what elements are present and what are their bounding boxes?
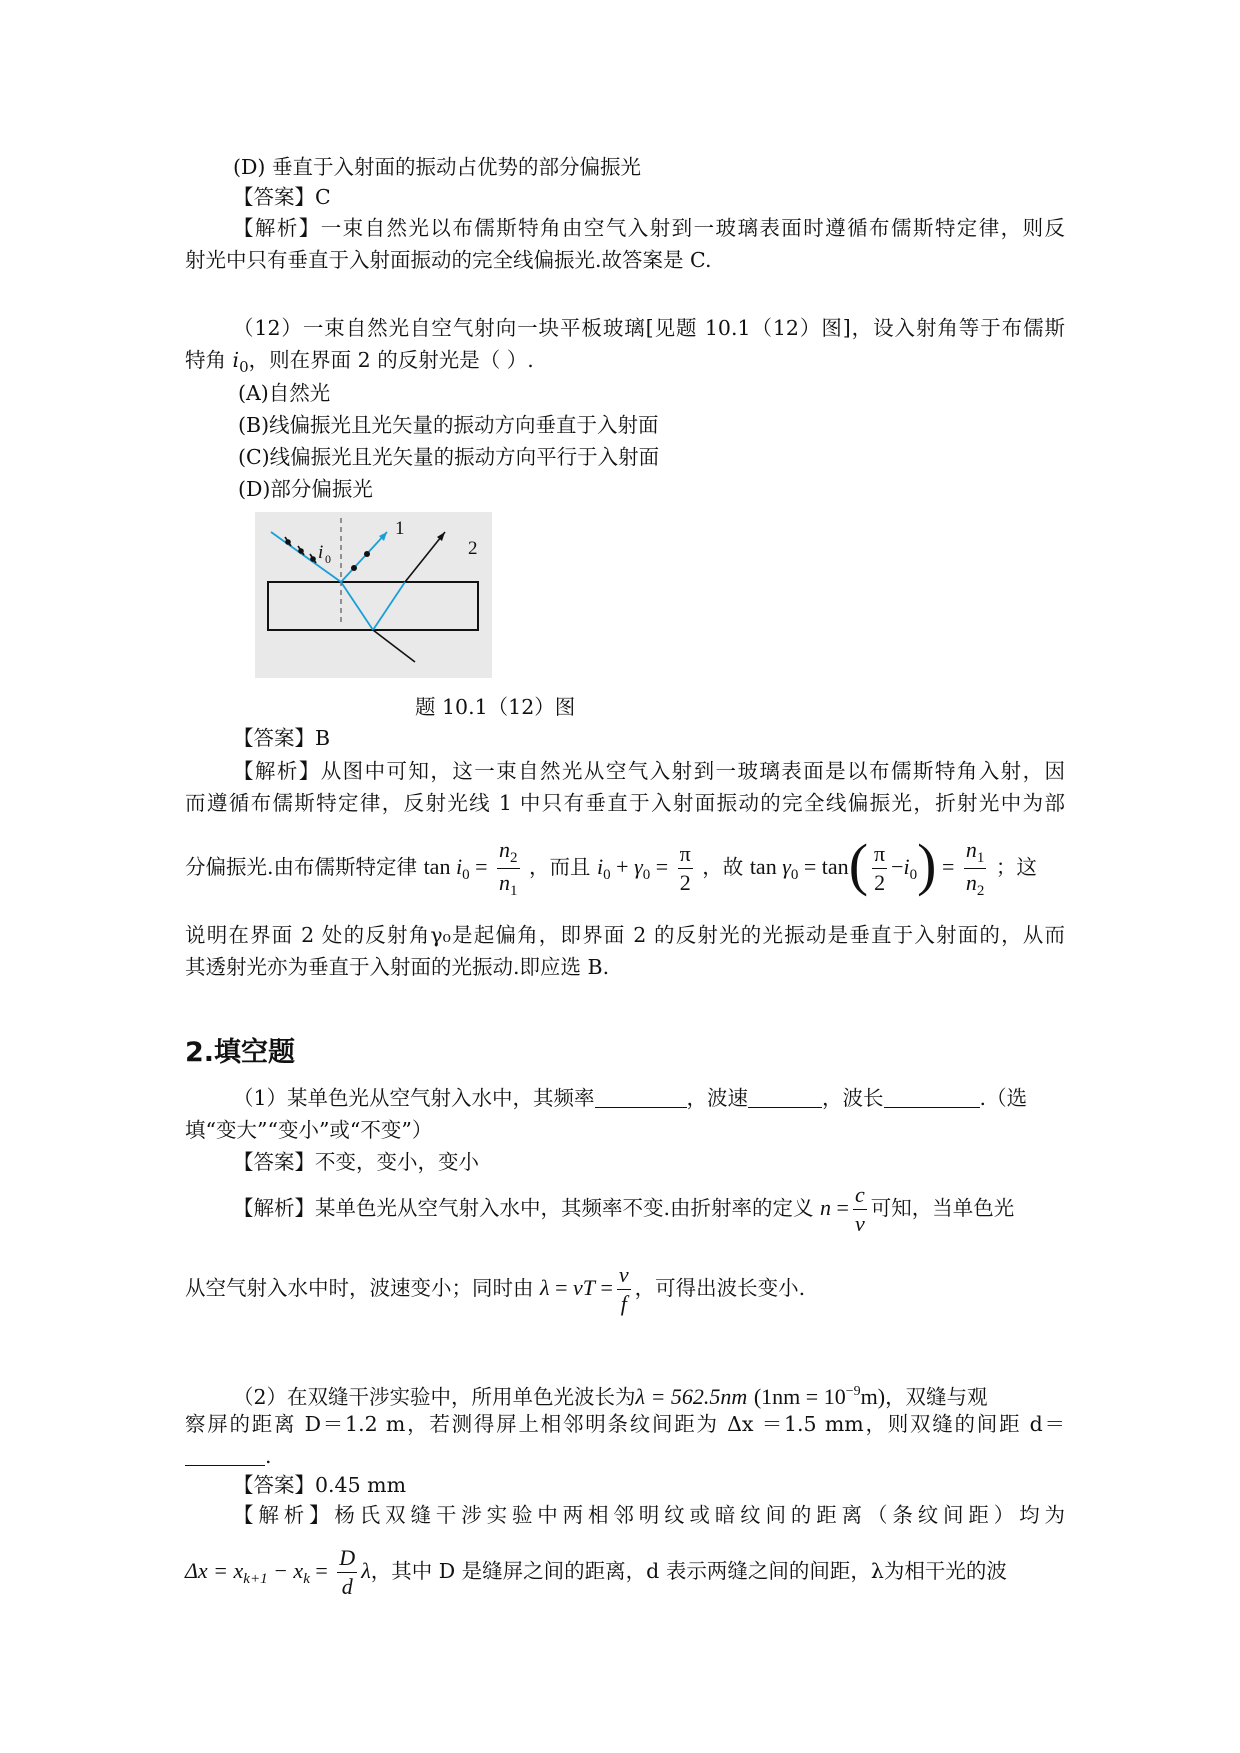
label-i-sub: 0 — [325, 552, 331, 566]
math-sub: k+1 — [243, 1571, 268, 1587]
q12-analysis-line5: 其透射光亦为垂直于入射面的光振动.即应选 B. — [185, 955, 610, 979]
math-tan: tan — [821, 854, 849, 879]
brewster-diagram — [255, 512, 492, 678]
brewster-figure — [255, 512, 492, 678]
math-n: n — [499, 870, 510, 896]
s2-q1-analysis-line2 — [185, 1255, 1065, 1321]
fraction-pi-2 — [678, 841, 693, 897]
q2-wavelength-value: λ = 562.5nm — [635, 1384, 748, 1409]
math-eq: = — [942, 854, 955, 879]
math-two: 2 — [679, 870, 691, 896]
q12-answer: 【答案】B — [233, 726, 331, 750]
fraction-pi-2 — [872, 841, 887, 897]
transmitted-ray — [373, 630, 415, 662]
math-n: n — [965, 837, 977, 863]
section-heading: 2.填空题 — [185, 1037, 296, 1068]
math-sub: 0 — [790, 867, 799, 883]
s2-q2-analysis-line1: 【解析】杨氏双缝干涉实验中两相邻明纹或暗纹间的距离（条纹间距）均为 — [233, 1503, 1065, 1527]
math-lambda: λ — [540, 1275, 550, 1300]
math-tan: tan — [423, 854, 451, 879]
q1-stem-d: .（选 — [979, 1086, 1028, 1110]
math-pi: π — [678, 841, 693, 869]
ray-2 — [405, 532, 445, 582]
q1-analysis-line2-b: ，可得出波长变小. — [634, 1276, 806, 1300]
q2-exponent: −9 — [845, 1384, 861, 1399]
glass-plate — [268, 582, 478, 630]
q11-analysis-line2: 射光中只有垂直于入射面振动的完全线偏振光.故答案是 C. — [185, 248, 712, 272]
q2-stem-a: （2）在双缝干涉实验中，所用单色光波长为 — [233, 1385, 636, 1409]
math-sub: 0 — [909, 867, 918, 883]
q12-var-i: i — [232, 348, 240, 372]
incident-dots — [285, 539, 316, 562]
fraction-n2-n1 — [497, 837, 520, 900]
fraction-c-v — [853, 1182, 867, 1238]
q1-analysis-line2-a: 从空气射入水中时，波速变小；同时由 — [185, 1276, 534, 1300]
math-sub: 2 — [976, 883, 985, 900]
figure-caption: 题 10.1（12）图 — [415, 695, 576, 719]
math-sub: k — [303, 1571, 310, 1587]
math-sub: 0 — [462, 867, 470, 883]
q12-option-b: (B)线偏振光且光矢量的振动方向垂直于入射面 — [238, 413, 659, 437]
q12-analysis-line4: 说明在界面 2 处的反射角γ₀是起偏角，即界面 2 的反射光的光振动是垂直于入射面的，从而 — [185, 923, 1065, 947]
math-i: i — [903, 854, 910, 879]
math-eq: = — [309, 1558, 334, 1583]
q1-blank-wavelength[interactable] — [884, 1085, 980, 1108]
q2-paren: (1nm = 10 — [753, 1384, 846, 1409]
label-ray-1: 1 — [395, 518, 405, 539]
label-i: i — [318, 542, 324, 563]
left-paren: ( — [848, 832, 869, 897]
q12-stem-line1: （12）一束自然光自空气射向一块平板玻璃[见题 10.1（12）图]，设入射角等于布儒斯 — [233, 316, 1065, 340]
math-D: D — [337, 1545, 357, 1573]
ray-1-dot — [351, 565, 357, 571]
fringe-spacing-formula — [185, 1545, 371, 1600]
s2-q2-answer: 【答案】0.45 mm — [233, 1473, 407, 1497]
q2-blank-slit-distance[interactable] — [185, 1443, 265, 1466]
math-gamma: γ — [634, 854, 643, 879]
math-sub: 0 — [603, 867, 611, 883]
math-minus: − — [891, 854, 904, 879]
formula-text-b: ，而且 — [529, 855, 591, 879]
math-v: v — [854, 1211, 865, 1237]
s2-q2-stem-line1 — [233, 1377, 1065, 1412]
math-eq: = — [836, 1195, 849, 1220]
math-eq: = — [600, 1275, 613, 1300]
q2-analysis-line2-b: ，其中 D 是缝屏之间的距离，d 表示两缝之间的间距，λ为相干光的波 — [370, 1559, 1007, 1583]
fraction-v-f — [617, 1262, 631, 1318]
q2-nm-definition — [754, 1384, 885, 1409]
math-lambda: λ — [361, 1558, 371, 1583]
formula-text-d: ；这 — [995, 855, 1037, 879]
math-tan: tan — [749, 854, 777, 879]
math-n: n — [820, 1195, 832, 1220]
q11-answer: 【答案】C — [233, 185, 331, 209]
ray-1-dot — [364, 551, 370, 557]
math-eq: = — [803, 854, 817, 879]
q12-analysis-formula-line — [185, 832, 1065, 902]
math-c: c — [853, 1182, 867, 1210]
tan-gamma-formula — [749, 832, 996, 900]
q12-analysis-line1: 【解析】从图中可知，这一束自然光从空气入射到一玻璃表面是以布儒斯特角入射，因 — [233, 759, 1065, 783]
wavelength-formula — [540, 1262, 635, 1317]
q2-period: . — [265, 1444, 272, 1468]
q11-option-d: (D) 垂直于入射面的振动占优势的部分偏振光 — [233, 155, 641, 179]
q1-blank-frequency[interactable] — [595, 1085, 687, 1108]
math-f: f — [620, 1291, 627, 1317]
q1-stem-b: ，波速 — [686, 1086, 749, 1110]
label-ray-2: 2 — [468, 538, 478, 559]
math-gamma: γ — [782, 854, 791, 879]
fraction-n1-n2 — [964, 837, 987, 900]
q12-stem-line2 — [185, 345, 1065, 382]
s2-q2-analysis-line2 — [185, 1538, 1065, 1604]
math-sub: 2 — [510, 850, 518, 867]
s2-q1-analysis-line1 — [233, 1175, 1113, 1241]
q12-analysis-line2: 而遵循布儒斯特定律，反射光线 1 中只有垂直于入射面振动的完全线偏振光，折射光中为部 — [185, 791, 1065, 815]
math-plus: + — [616, 854, 629, 879]
q1-analysis-a: 【解析】某单色光从空气射入水中，其频率不变.由折射率的定义 — [233, 1196, 814, 1220]
s2-q2-stem-line2: 察屏的距离 D＝1.2 m，若测得屏上相邻明条纹间距为 Δx ＝1.5 mm，则双缝的间距 d＝ — [185, 1412, 1065, 1436]
math-eq: = — [655, 854, 669, 879]
math-two: 2 — [874, 870, 886, 896]
math-d: d — [341, 1574, 353, 1600]
math-eq: = — [555, 1275, 568, 1300]
fraction-D-d — [337, 1545, 357, 1601]
math-i: i — [455, 854, 463, 879]
math-n: n — [499, 837, 510, 863]
s2-q1-stem-line1 — [233, 1083, 1065, 1113]
s2-q2-stem-line3 — [185, 1441, 1065, 1471]
right-paren: ) — [917, 832, 937, 897]
q2-stem-b: ，双缝与观 — [885, 1385, 988, 1409]
math-x: − x — [267, 1558, 304, 1583]
math-eq: = — [475, 854, 488, 879]
q1-stem-a: （1）某单色光从空气射入水中，其频率 — [233, 1086, 595, 1110]
math-vT: vT — [572, 1275, 595, 1300]
math-i: i — [597, 854, 604, 879]
math-sub: 1 — [976, 850, 985, 867]
q12-stem-text-b: ，则在界面 2 的反射光是（ ）. — [248, 348, 534, 372]
refracted-ray — [341, 582, 373, 630]
q1-analysis-b: 可知，当单色光 — [870, 1196, 1015, 1220]
q12-stem-text: 特角 — [185, 348, 233, 372]
math-v: v — [617, 1262, 631, 1290]
q1-blank-speed[interactable] — [748, 1085, 822, 1108]
q12-var-sub: 0 — [239, 358, 249, 376]
q2-unit: m) — [860, 1384, 886, 1409]
formula-text-a: 分偏振光.由布儒斯特定律 — [185, 855, 418, 879]
formula-text-c: ，故 — [702, 855, 744, 879]
brewster-formula — [423, 837, 529, 900]
q12-option-c: (C)线偏振光且光矢量的振动方向平行于入射面 — [238, 445, 660, 469]
math-pi: π — [872, 841, 887, 869]
math-sub: 0 — [642, 867, 651, 883]
interface2-reflected-ray — [373, 582, 405, 630]
q12-option-a: (A)自然光 — [238, 381, 331, 405]
q12-option-d: (D)部分偏振光 — [238, 477, 373, 501]
q1-stem-c: ，波长 — [822, 1086, 884, 1110]
q11-analysis-line1: 【解析】一束自然光以布儒斯特角由空气入射到一玻璃表面时遵循布儒斯特定律，则反 — [233, 216, 1065, 240]
s2-q1-stem-line2: 填“变大”“变小”或“不变”） — [185, 1118, 433, 1142]
math-sub: 1 — [510, 883, 518, 900]
reflected-ray-1 — [341, 532, 387, 582]
s2-q1-answer: 【答案】不变，变小，变小 — [233, 1150, 479, 1174]
refraction-index-formula — [820, 1182, 871, 1237]
angle-sum-formula — [597, 841, 702, 896]
math-dx: Δx = x — [185, 1558, 244, 1583]
math-n: n — [965, 870, 977, 896]
